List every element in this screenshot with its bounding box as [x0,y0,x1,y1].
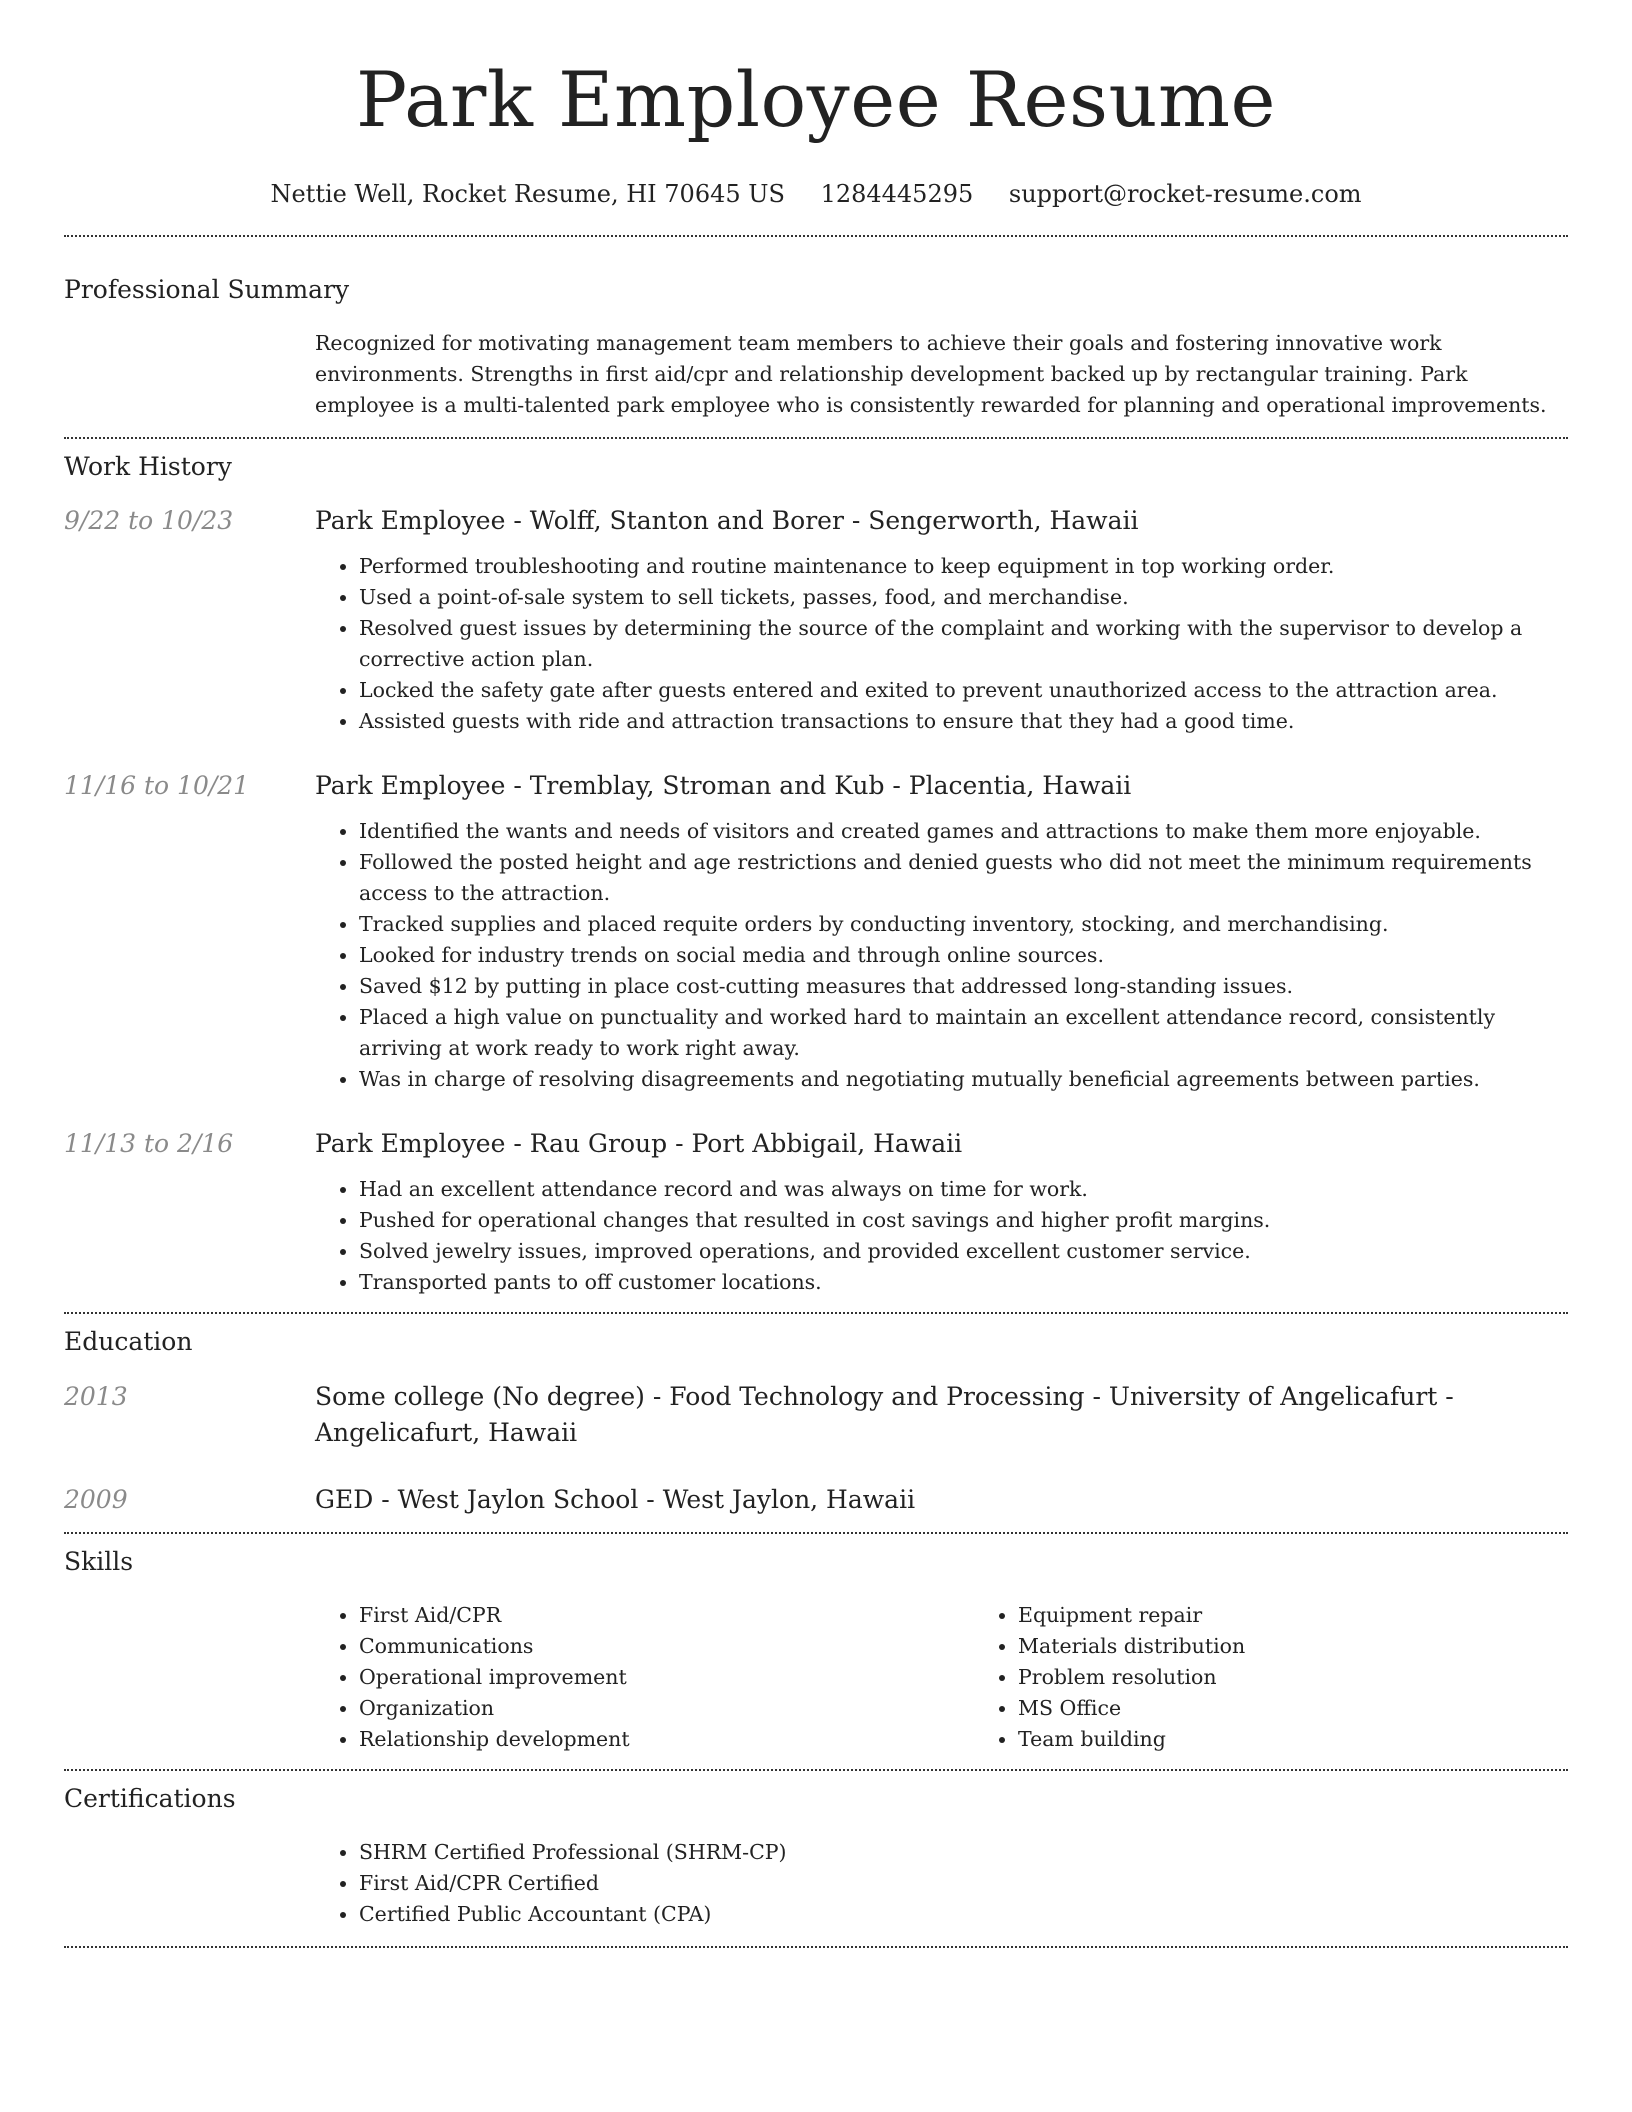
list-item: • Followed the posted height and age restrictions and denied guests who did not meet the minimum requirements access to the attraction. [359,847,1568,909]
list-item: • SHRM Certified Professional (SHRM-CP) [359,1837,1568,1868]
summary-section [64,274,1568,421]
contact-line [64,178,1568,210]
job-bullets [315,1174,1568,1298]
list-item: • Looked for industry trends on social media and through online sources. [359,940,1568,971]
list-item: • Team building [1018,1724,1632,1755]
summary-text: Recognized for motivating management team members to achieve their goals and fostering innovative work environments. Strengths in first aid/cpr and relationship development backed up by rectangular training. Park employee is a multi-talented park employee who is consistently rewarded for planning and operational improvements. [315,331,1547,417]
job-bullets [315,551,1568,737]
education-year: 2009 [64,1485,128,1514]
divider [64,1946,1568,1948]
job-title: Park Employee - Tremblay, Stroman and Kub - Placentia, Hawaii [315,771,1132,800]
list-item: • First Aid/CPR [359,1600,974,1631]
skills-section [64,1546,1568,1755]
list-item: • First Aid/CPR Certified [359,1868,1568,1899]
job-entry [64,768,1568,1095]
contact-email: support@rocket-resume.com [1008,180,1362,208]
list-item: • Transported pants to off customer locations. [359,1267,1568,1298]
divider [64,437,1568,439]
certifications-section [64,1783,1568,1930]
divider [64,235,1568,237]
list-item: • Locked the safety gate after guests entered and exited to prevent unauthorized access to the attraction area. [359,675,1568,706]
list-item: • Equipment repair [1018,1600,1632,1631]
education-entry [64,1379,1568,1451]
list-item: • Placed a high value on punctuality and worked hard to maintain an excellent attendance record, consistently arriving at work ready to work right away. [359,1002,1568,1064]
work-history-heading: Work History [64,452,232,481]
list-item: • Had an excellent attendance record and was always on time for work. [359,1174,1568,1205]
certifications-list [315,1837,1568,1930]
education-section [64,1326,1568,1518]
list-item: • Relationship development [359,1724,974,1755]
list-item: • Saved $12 by putting in place cost-cutting measures that addressed long-standing issues. [359,971,1568,1002]
resume-title: Park Employee Resume [355,55,1277,144]
divider [64,1312,1568,1314]
job-bullets [315,816,1568,1095]
education-heading: Education [64,1327,193,1356]
education-text: GED - West Jaylon School - West Jaylon, Hawaii [315,1485,916,1514]
list-item: • Problem resolution [1018,1662,1632,1693]
education-entry [64,1482,1568,1518]
contact-address: Nettie Well, Rocket Resume, HI 70645 US [270,180,785,208]
list-item: • MS Office [1018,1693,1632,1724]
list-item: • Performed troubleshooting and routine maintenance to keep equipment in top working order. [359,551,1568,582]
list-item: • Certified Public Accountant (CPA) [359,1899,1568,1930]
list-item: • Identified the wants and needs of visitors and created games and attractions to make them more enjoyable. [359,816,1568,847]
list-item: • Organization [359,1693,974,1724]
job-entry [64,1126,1568,1298]
education-text: Some college (No degree) - Food Technology and Processing - University of Angelicafurt - Angelicafurt, Hawaii [315,1382,1454,1447]
list-item: • Solved jewelry issues, improved operations, and provided excellent customer service. [359,1236,1568,1267]
job-dates: 11/13 to 2/16 [64,1129,234,1158]
job-title: Park Employee - Wolff, Stanton and Borer - Sengerworth, Hawaii [315,506,1139,535]
job-dates: 9/22 to 10/23 [64,506,234,535]
certifications-heading: Certifications [64,1784,236,1813]
skills-list-right [974,1600,1632,1755]
list-item: • Resolved guest issues by determining the source of the complaint and working with the supervisor to develop a corrective action plan. [359,613,1568,675]
job-entry [64,503,1568,737]
list-item: • Operational improvement [359,1662,974,1693]
list-item: • Tracked supplies and placed requite orders by conducting inventory, stocking, and merchandising. [359,909,1568,940]
list-item: • Materials distribution [1018,1631,1632,1662]
job-dates: 11/16 to 10/21 [64,771,250,800]
list-item: • Was in charge of resolving disagreements and negotiating mutually beneficial agreements between parties. [359,1064,1568,1095]
list-item: • Communications [359,1631,974,1662]
job-title: Park Employee - Rau Group - Port Abbigail, Hawaii [315,1129,963,1158]
list-item: • Used a point-of-sale system to sell tickets, passes, food, and merchandise. [359,582,1568,613]
work-history-section [64,451,1568,1298]
divider [64,1769,1568,1771]
list-item: • Pushed for operational changes that resulted in cost savings and higher profit margins. [359,1205,1568,1236]
summary-heading: Professional Summary [64,275,350,304]
skills-heading: Skills [64,1547,134,1576]
list-item: • Assisted guests with ride and attraction transactions to ensure that they had a good time. [359,706,1568,737]
skills-list-left [315,1600,974,1755]
education-year: 2013 [64,1382,128,1411]
contact-phone: 1284445295 [820,180,974,208]
divider [64,1532,1568,1534]
